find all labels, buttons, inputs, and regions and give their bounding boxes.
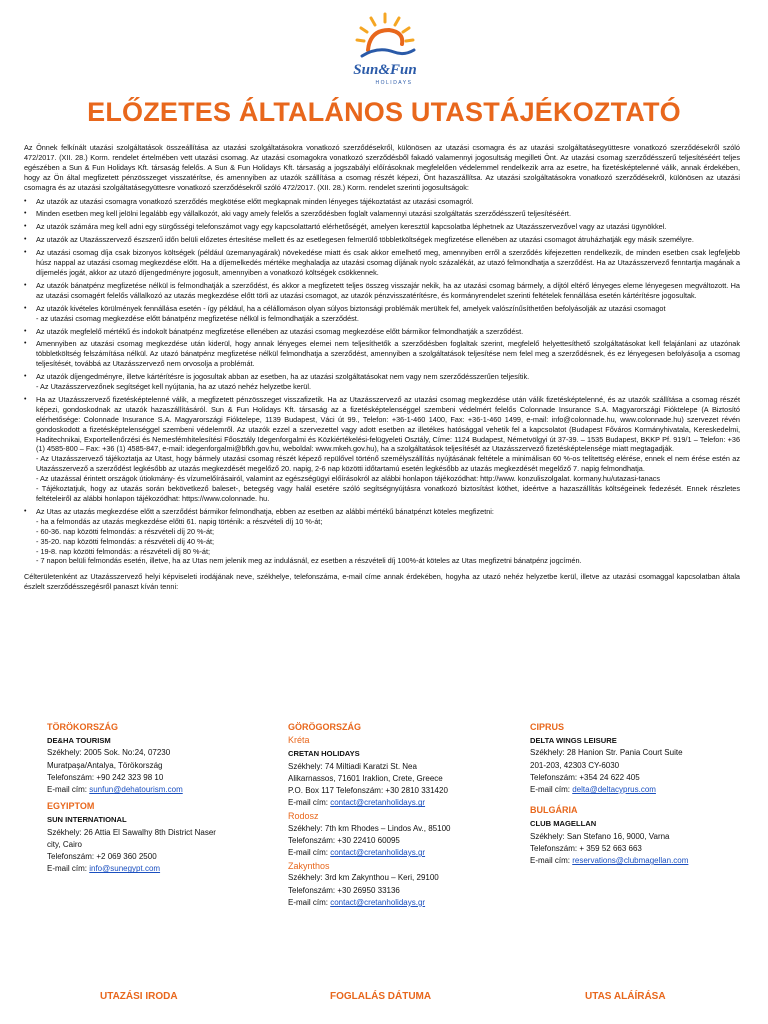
address-line: Muratpaşa/Antalya, Törökország (47, 760, 163, 770)
sun-and-fun-logo (344, 10, 426, 90)
contacts-column-left (47, 717, 247, 875)
country-egypt: EGYIPTOM (47, 801, 95, 812)
rights-list-item (24, 507, 740, 566)
email-label: E-mail cím: (288, 798, 331, 808)
email-link[interactable]: contact@cretanholidays.gr (330, 848, 426, 858)
rights-list-item-text: Az utazók az utazási csomagra vonatkozó szerződés megkötése előtt megkapnak minden lényeges tájékoztatást az utazási csomagról. (36, 196, 474, 206)
rights-list-item-text: Minden esetben meg kell jelölni legalább egy vállalkozót, aki vagy amely felelős a szerződésben foglalt valamennyi utazási szolgáltatás szerződésszerű teljesítéséért. (36, 209, 571, 219)
bullet-dot-icon: • (24, 327, 27, 335)
bullet-dot-icon: • (24, 373, 27, 381)
email-link[interactable]: contact@cretanholidays.gr (330, 798, 426, 808)
rights-list-subitem: - Az utazással érintett országok útiokmány- és vízumelőírásairól, valamint az egészségügyi előírásokról az alábbi honlapon tájékozódhat: http://www. konzuliszolgalat. kormany.hu/utazasi-tanacs (36, 474, 661, 484)
bullet-dot-icon: • (24, 507, 27, 515)
address-line: Alikarnassos, 71601 Iraklion, Crete, Greece (288, 773, 443, 783)
rights-list-item (24, 372, 740, 392)
bullet-dot-icon: • (24, 249, 27, 257)
rights-list-subitem: - az utazási csomag megkezdése előtt bánatpénz megfizetése nélkül is felmondhatják a szerződést. (36, 313, 359, 323)
address-line: Székhely: 3rd km Zakynthou – Keri, 29100 (288, 873, 439, 883)
rights-list-item (24, 395, 740, 504)
rights-list-subitem: - Az Utazásszervező tájékoztatja az Utast, hogy bármely utazási csomag részét képező repülővel történő személyszállítás nyújtásának feltétele a minimálisan 60 %-os telítettség elérése, ennek el nem érése estén az Utazásszervező a szerződést legkésőbb az utazás megkezdését megelőző 20. napig, 2-6 nap közötti időtartamú esetén legkésőbb az utazás megkezdését megelőző 7. napig felmondhatja. (36, 454, 740, 474)
address-line: Székhely: 28 Hanion Str. Pania Court Suite (530, 748, 683, 758)
closing-paragraph: Célterületenként az Utazásszervező helyi képviseleti irodájának neve, székhelye, telefonszáma, e-mail címe annak érdekében, hogyha az utazó nehéz helyzetbe kerül, illetve az utazási csomaggal kapcsolatban általa észlelt szerződésszegésről panaszt kíván tenni: (24, 572, 740, 592)
bullet-dot-icon: • (24, 236, 27, 244)
sun-logo-icon (344, 10, 426, 90)
rights-list-item-text: Az utazók az Utazásszervező észszerű időn belüli előzetes értesítése mellett és az esetlegesen felmerülő többletköltségek megfizetése ellenében az utazási csomagot átruházhatják egy másik személyre. (36, 235, 694, 245)
city-zakynthos: Zakynthos (288, 861, 330, 872)
signature-footer (0, 991, 768, 1009)
bullet-dot-icon: • (24, 304, 27, 312)
email-label: E-mail cím: (288, 897, 331, 907)
email-link[interactable]: contact@cretanholidays.gr (330, 897, 426, 907)
rights-list-item (24, 248, 740, 278)
address-line: city, Cairo (47, 839, 82, 849)
email-link[interactable]: sunfun@dehatourism.com (89, 785, 183, 795)
email-label: E-mail cím: (530, 785, 573, 795)
bullet-dot-icon: • (24, 281, 27, 289)
email-link[interactable]: delta@deltacyprus.com (572, 785, 656, 795)
logo-text: Sun&Fun (353, 62, 417, 78)
email-label: E-mail cím: (47, 785, 90, 795)
rights-list-subitem: - Az Utazásszervezőnek segítséget kell nyújtania, ha az utazó nehéz helyzetbe kerül. (36, 382, 312, 392)
rights-list-subitem: - 35-20. nap közötti felmondás: a részvételi díj 40 %-át; (36, 536, 215, 546)
phone-line: Telefonszám: +30 22410 60095 (288, 835, 400, 845)
address-line: 201-203, 42303 CY-6030 (530, 760, 620, 770)
rights-list-item-text: Az utazók díjengedményre, illetve kártérítésre is jogosultak abban az esetben, ha az utazási szolgáltatásokat nem vagy nem szerződésszerűen teljesítik. (36, 372, 530, 382)
city-rhodes: Rodosz (288, 811, 319, 822)
address-line: Székhely: San Stefano 16, 9000, Varna (530, 831, 670, 841)
info-body (24, 143, 740, 596)
rights-list-item-text: Az utazók számára meg kell adni egy sürgősségi telefonszámot vagy egy kapcsolattartó elérhetőségét, amelyen keresztül kapcsolatba léphetnek az Utazásszervezővel vagy az utazási ügynökkel. (36, 222, 667, 232)
rights-list (24, 197, 740, 567)
rights-list-subitem: - 60-36. nap közötti felmondás: a részvételi díj 20 %-át; (36, 526, 215, 536)
company-name: SUN INTERNATIONAL (47, 815, 127, 825)
phone-line: Telefonszám: +30 26950 33136 (288, 885, 400, 895)
booking-date-label: FOGLALÁS DÁTUMA (330, 991, 432, 1002)
rights-list-subitem: - 7 napon belüli felmondás esetén, illetve, ha az Utas nem jelenik meg az indulásnál, ez esetben a részvételi díj 100%-át köteles az Utas megfizetni bánatpénz jogcímén. (36, 556, 582, 566)
email-label: E-mail cím: (530, 856, 573, 866)
rights-list-item (24, 281, 740, 301)
contacts-column-right (530, 717, 730, 867)
rights-list-item (24, 235, 740, 245)
bullet-dot-icon: • (24, 197, 27, 205)
rights-list-item-text: Az utazók megfelelő mértékű és indokolt bánatpénz megfizetése ellenében az utazási csomag megkezdése előtt bármikor felmondhatják a szerződést. (36, 326, 524, 336)
rights-list-item (24, 339, 740, 369)
country-turkey: TÖRÖKORSZÁG (47, 722, 118, 732)
email-link[interactable]: info@sunegypt.com (89, 864, 161, 874)
rights-list-item-text: Ha az Utazásszervező fizetésképtelenné válik, a megfizetett pénzösszeget visszafizetik. Ha az Utazásszervező az utazási csomag megkezdése után válik fizetésképtelenné, és az utazók szállítása a csomag részét képezi, gondoskodnak az utazók hazaszállításáról. Sun & Fun Holidays Kft. társaság az a fizetésképtelenséggel szembeni védelmért felelős Colonnade Insurance S.A. Magyarországi Fióktelepe (A Biztosító elérhetősége: Colonnade Insurance S.A. Magyarországi Fióktelepe, 1139 Budapest, Váci út 99., Telefon: +36-1-460 1400, Fax: +36-1-460 1499, e-mail: info@colonnade.hu, www.colonnade.hu) szervezet révén gondoskodott a fizetésképtelenséggel szembeni védelemről. Az utazók ezzel a szervezettel vagy adott esetben az illetékes hatósággal vehetik fel a kapcsolatot (Budapest Főváros Kormányhivatala, Kereskedelmi, Haditechnikai, Exportellenőrzési és Nemesfémhitelesítési Főosztály Idegenforgalmi és Közkiértékelési-felügyeleti Osztály, Címe: 1124 Budapest, Németvölgyi út 37-39. – 1535 Budapest, BKKP Pf. 919/1 – Telefon: +36 (1) 4585-800 – Fax: +36 (1) 4585-847, e-mail: idegenforgalmi@bfkh.gov.hu, weboldal: www.mkeh.gov.hu), ha a szolgáltatások teljesítését az Utazásszervező fizetésképtelensége miatt megtagadják. (36, 394, 740, 454)
rights-list-item (24, 222, 740, 232)
contacts-section (0, 717, 768, 947)
country-greece: GÖRÖGORSZÁG (288, 722, 362, 732)
rights-list-subitem: - 19-8. nap közötti felmondás: a részvételi díj 80 %-át; (36, 546, 210, 556)
rights-list-subitem: - Tájékoztatjuk, hogy az utazás során bekövetkező baleset-, betegség vagy halál esetére szóló segítségnyújtásra vonatkozó biztosítást köthet, ideértve a hazaszállítás költségeinek fedezését. Ennek részletes feltételeiről az alábbi honlapon tájékozódhat: https://www.colonnade. hu. (36, 484, 740, 503)
rights-list-item-text: Az utazók bánatpénz megfizetése nélkül is felmondhatják a szerződést, és akkor a megfizetett teljes összeg visszajár nekik, ha az utazási csomag bármely, a díjtól eltérő lényeges eleme lényegesen megváltozott. Ha az utazási csomagért felelős vállalkozó az utazás megkezdése előtt törli az utazási csomagot, az utazók pénzvisszatérítésre, és kormányrendelet szerinti feltételek fennállása esetén kártérítésre jogosultak. (36, 280, 740, 300)
country-cyprus: CIPRUS (530, 722, 565, 732)
rights-list-item-text: Amennyiben az utazási csomag megkezdése után kiderül, hogy annak lényeges elemei nem teljesíthetők a szerződésben foglaltak szerint, megfelelő helyettesíthető szolgáltatásokat kell felajánlani az utazónak többletköltség felszámítása nélkül. Az utazó bánatpénz megfizetése nélkül felmondhatja a szerződést, amennyiben a szolgáltatások teljesítése nem felel meg a szerződésnek, és ez lényegesen befolyásolja a csomag teljesítését, továbbá az Utazásszervező nem orvosolja a problémát. (36, 339, 740, 369)
rights-list-subitem: - ha a felmondás az utazás megkezdése előtti 61. napig történik: a részvételi díj 10 %-át; (36, 516, 323, 526)
email-line (288, 797, 488, 809)
rights-list-item-text: Az utazási csomag díja csak bizonyos költségek (például üzemanyagárak) növekedése miatt és csak akkor emelhető meg, amennyiben erről a szerződés kifejezetten rendelkezik, de minden esetben csak legfeljebb húsz nappal az utazási csomag megkezdése előtt. Ha a díjemelkedés mértéke meghaladja az utazási csomag díjának nyolc százalékát, az utazó felmondhatja a szerződést. Ha az Utazásszervező fenntartja magának a díjemelés jogát, akkor az utazó díjengedményre jogosult, amennyiben a vonatkozó költségek csökkennek. (36, 248, 740, 277)
company-name: CRETAN HOLIDAYS (288, 749, 360, 759)
traveler-signature-label: UTAS ALÁÍRÁSA (585, 991, 666, 1002)
email-label: E-mail cím: (288, 848, 331, 858)
address-line: P.O. Box 117 Telefonszám: +30 2810 331420 (288, 786, 448, 796)
city-crete: Kréta (288, 735, 310, 746)
bullet-dot-icon: • (24, 395, 27, 403)
company-name: DELTA WINGS LEISURE (530, 736, 617, 746)
bullet-dot-icon: • (24, 223, 27, 231)
intro-paragraph: Az Önnek felkínált utazási szolgáltatások összeállítása az utazási szolgáltatásokra vonatkozó szerződésekről, különösen az utazási csomagra és az utazási szolgáltatásegyüttesre vonatkozó szerződésekről szóló 472/2017. (XII. 28.) Korm. rendelet értelmében vett utazási csomag. Az utazási csomagokra vonatkozó szerződésből fakadó valamennyi jogosultság megilleti Önt. Az utazási csomag szerződésszerű teljesítéséért teljes egészében a Sun & Fun Holidays Kft. társaság felelős. A Sun & Fun Holidays Kft. társaság a jogszabályi előírásoknak megfelelően védelemmel rendelkezik arra az esetre, ha fizetésképtelenné válik, annak érdekében, hogy az Ön által megfizetett pénzösszeget visszatérítse, és amennyiben az utazók szállítása a csomag részét képezi, Önt hazaszállítsa. Az utazási szolgáltatásokra vonatkozó szerződésekről, különösen az utazási csomagra és az utazási szolgáltatásegyüttesre vonatkozó szerződésekről szóló 472/2017. (XII. 28.) Korm. rendelet szerinti jogosultságok: (24, 143, 740, 192)
address-line: Székhely: 74 Miltiadi Karatzi St. Nea (288, 761, 417, 771)
rights-list-item-text: Az Utas az utazás megkezdése előtt a szerződést bármikor felmondhatja, ebben az esetben az alábbi mértékű bánatpénzt köteles megfizetni: (36, 506, 494, 516)
email-line (530, 784, 730, 796)
bullet-dot-icon: • (24, 210, 27, 218)
address-line: Székhely: 26 Attia El Sawalhy 8th District Naser (47, 827, 216, 837)
company-name: DE&HA TOURISM (47, 736, 111, 746)
email-line (530, 855, 730, 867)
country-bulgaria: BULGÁRIA (530, 805, 578, 816)
travel-agency-label: UTAZÁSI IRODA (100, 991, 178, 1002)
email-line (47, 863, 247, 875)
page-title: ELŐZETES ÁLTALÁNOS UTASTÁJÉKOZTATÓ (87, 97, 681, 127)
address-line: Székhely: 2005 Sok. No:24, 07230 (47, 748, 171, 758)
phone-line: Telefonszám: +2 069 360 2500 (47, 852, 157, 862)
bullet-dot-icon: • (24, 340, 27, 348)
rights-list-item-text: Az utazók kivételes körülmények fennállása esetén - így például, ha a célállomáson olyan súlyos biztonsági problémák merültek fel, amelyek valószínűsíthetően befolyásolják az utazási csomagot (36, 303, 666, 313)
rights-list-item (24, 209, 740, 219)
company-name: CLUB MAGELLAN (530, 819, 597, 829)
address-line: Székhely: 7th km Rhodes – Lindos Av., 85100 (288, 823, 451, 833)
email-line (47, 784, 247, 796)
contacts-column-middle (288, 717, 488, 909)
phone-line: Telefonszám: +90 242 323 98 10 (47, 772, 164, 782)
phone-line: Telefonszám: + 359 52 663 663 (530, 843, 642, 853)
email-line (288, 897, 488, 909)
email-label: E-mail cím: (47, 864, 90, 874)
phone-line: Telefonszám: +354 24 622 405 (530, 772, 640, 782)
rights-list-item (24, 197, 740, 207)
rights-list-item (24, 327, 740, 337)
rights-list-item (24, 304, 740, 324)
email-line (288, 847, 488, 859)
email-link[interactable]: reservations@clubmagellan.com (572, 856, 689, 866)
logo-subtext: HOLIDAYS (375, 80, 413, 86)
